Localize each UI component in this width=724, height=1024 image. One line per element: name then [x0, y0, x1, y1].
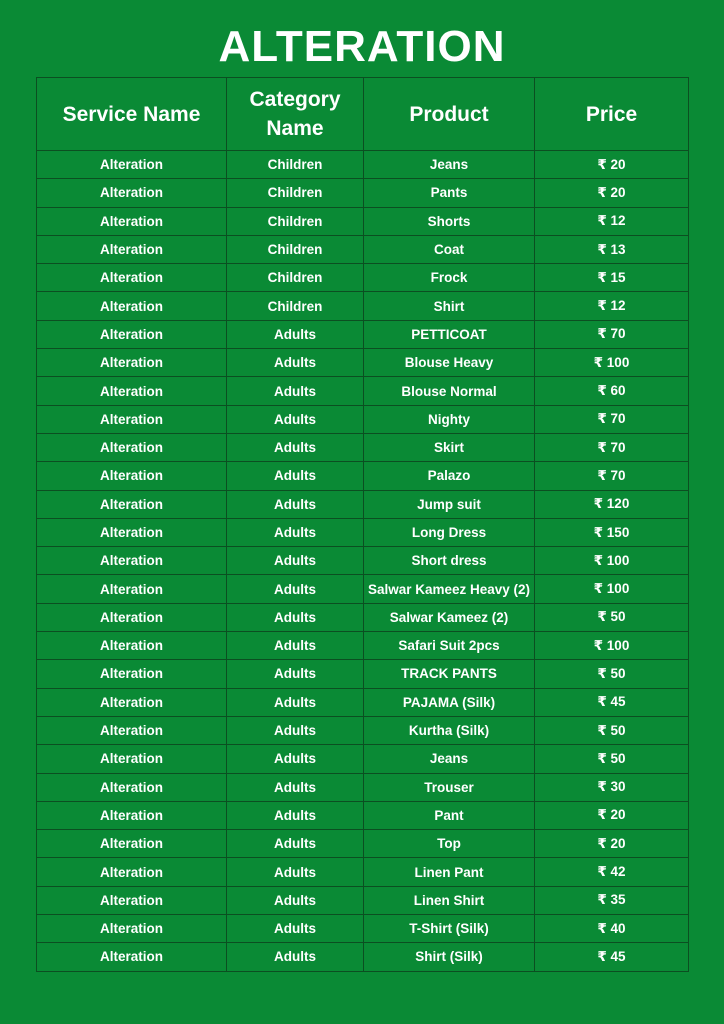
product-cell: Linen Shirt: [364, 886, 535, 914]
category-cell: Adults: [227, 518, 364, 546]
service-cell: Alteration: [37, 349, 227, 377]
price-cell: ₹ 70: [535, 462, 689, 490]
price-cell: ₹ 50: [535, 716, 689, 744]
product-cell: Coat: [364, 235, 535, 263]
table-row: [37, 660, 689, 688]
service-cell: Alteration: [37, 518, 227, 546]
product-cell: Linen Pant: [364, 858, 535, 886]
table-row: [37, 688, 689, 716]
service-cell: Alteration: [37, 575, 227, 603]
service-cell: Alteration: [37, 264, 227, 292]
product-cell: Skirt: [364, 433, 535, 461]
price-cell: ₹ 100: [535, 349, 689, 377]
price-cell: ₹ 70: [535, 405, 689, 433]
price-cell: ₹ 40: [535, 915, 689, 943]
product-cell: Kurtha (Silk): [364, 716, 535, 744]
service-cell: Alteration: [37, 433, 227, 461]
table-row: [37, 886, 689, 914]
service-cell: Alteration: [37, 292, 227, 320]
category-cell: Adults: [227, 660, 364, 688]
product-cell: Shirt (Silk): [364, 943, 535, 971]
header-service-name: Service Name: [37, 78, 227, 151]
price-cell: ₹ 120: [535, 490, 689, 518]
service-cell: Alteration: [37, 490, 227, 518]
category-cell: Adults: [227, 547, 364, 575]
price-cell: ₹ 20: [535, 801, 689, 829]
product-cell: Long Dress: [364, 518, 535, 546]
service-cell: Alteration: [37, 632, 227, 660]
category-cell: Children: [227, 235, 364, 263]
price-cell: ₹ 70: [535, 320, 689, 348]
product-cell: Short dress: [364, 547, 535, 575]
category-cell: Adults: [227, 575, 364, 603]
product-cell: Pants: [364, 179, 535, 207]
category-cell: Adults: [227, 858, 364, 886]
table-row: [37, 490, 689, 518]
service-cell: Alteration: [37, 179, 227, 207]
service-cell: Alteration: [37, 943, 227, 971]
category-cell: Adults: [227, 943, 364, 971]
table-row: [37, 603, 689, 631]
category-cell: Adults: [227, 915, 364, 943]
product-cell: Blouse Heavy: [364, 349, 535, 377]
price-cell: ₹ 20: [535, 151, 689, 179]
price-cell: ₹ 20: [535, 179, 689, 207]
price-table: [36, 77, 689, 972]
price-cell: ₹ 60: [535, 377, 689, 405]
service-cell: Alteration: [37, 915, 227, 943]
price-cell: ₹ 100: [535, 547, 689, 575]
table-row: [37, 292, 689, 320]
service-cell: Alteration: [37, 462, 227, 490]
category-cell: Adults: [227, 773, 364, 801]
service-cell: Alteration: [37, 377, 227, 405]
category-cell: Children: [227, 151, 364, 179]
service-cell: Alteration: [37, 207, 227, 235]
product-cell: TRACK PANTS: [364, 660, 535, 688]
category-cell: Adults: [227, 830, 364, 858]
category-cell: Children: [227, 207, 364, 235]
category-cell: Adults: [227, 490, 364, 518]
table-header-row: [37, 78, 689, 151]
category-cell: Children: [227, 179, 364, 207]
table-row: [37, 179, 689, 207]
table-row: [37, 320, 689, 348]
price-cell: ₹ 100: [535, 632, 689, 660]
service-cell: Alteration: [37, 151, 227, 179]
product-cell: Safari Suit 2pcs: [364, 632, 535, 660]
category-cell: Adults: [227, 433, 364, 461]
price-cell: ₹ 15: [535, 264, 689, 292]
service-cell: Alteration: [37, 886, 227, 914]
table-row: [37, 575, 689, 603]
table-row: [37, 377, 689, 405]
category-cell: Children: [227, 292, 364, 320]
table-row: [37, 151, 689, 179]
price-cell: ₹ 45: [535, 943, 689, 971]
table-row: [37, 264, 689, 292]
category-cell: Adults: [227, 405, 364, 433]
category-cell: Adults: [227, 886, 364, 914]
category-cell: Adults: [227, 716, 364, 744]
table-row: [37, 801, 689, 829]
header-product: Product: [364, 78, 535, 151]
product-cell: Trouser: [364, 773, 535, 801]
table-row: [37, 773, 689, 801]
price-cell: ₹ 70: [535, 433, 689, 461]
service-cell: Alteration: [37, 688, 227, 716]
table-row: [37, 915, 689, 943]
product-cell: Blouse Normal: [364, 377, 535, 405]
table-row: [37, 943, 689, 971]
service-cell: Alteration: [37, 716, 227, 744]
table-body: [37, 151, 689, 972]
product-cell: Top: [364, 830, 535, 858]
service-cell: Alteration: [37, 801, 227, 829]
price-cell: ₹ 50: [535, 603, 689, 631]
price-cell: ₹ 12: [535, 292, 689, 320]
table-row: [37, 745, 689, 773]
table-row: [37, 207, 689, 235]
price-cell: ₹ 100: [535, 575, 689, 603]
price-cell: ₹ 13: [535, 235, 689, 263]
price-cell: ₹ 12: [535, 207, 689, 235]
category-cell: Adults: [227, 688, 364, 716]
table-row: [37, 547, 689, 575]
product-cell: Nighty: [364, 405, 535, 433]
price-cell: ₹ 150: [535, 518, 689, 546]
product-cell: Jeans: [364, 745, 535, 773]
service-cell: Alteration: [37, 660, 227, 688]
product-cell: Jeans: [364, 151, 535, 179]
table-row: [37, 405, 689, 433]
product-cell: Shirt: [364, 292, 535, 320]
price-cell: ₹ 42: [535, 858, 689, 886]
category-cell: Adults: [227, 349, 364, 377]
category-cell: Adults: [227, 320, 364, 348]
product-cell: Salwar Kameez Heavy (2): [364, 575, 535, 603]
service-cell: Alteration: [37, 603, 227, 631]
category-cell: Adults: [227, 745, 364, 773]
table-row: [37, 716, 689, 744]
table-row: [37, 858, 689, 886]
product-cell: PAJAMA (Silk): [364, 688, 535, 716]
price-cell: ₹ 45: [535, 688, 689, 716]
product-cell: PETTICOAT: [364, 320, 535, 348]
page-title: ALTERATION: [218, 22, 506, 71]
product-cell: Pant: [364, 801, 535, 829]
service-cell: Alteration: [37, 830, 227, 858]
price-cell: ₹ 35: [535, 886, 689, 914]
table-row: [37, 632, 689, 660]
table-row: [37, 235, 689, 263]
service-cell: Alteration: [37, 320, 227, 348]
header-category-name: Category Name: [227, 78, 364, 151]
service-cell: Alteration: [37, 745, 227, 773]
table-row: [37, 518, 689, 546]
table-row: [37, 462, 689, 490]
price-cell: ₹ 50: [535, 660, 689, 688]
product-cell: Frock: [364, 264, 535, 292]
table-row: [37, 433, 689, 461]
service-cell: Alteration: [37, 405, 227, 433]
price-cell: ₹ 30: [535, 773, 689, 801]
product-cell: Salwar Kameez (2): [364, 603, 535, 631]
price-cell: ₹ 50: [535, 745, 689, 773]
header-price: Price: [535, 78, 689, 151]
service-cell: Alteration: [37, 858, 227, 886]
product-cell: Jump suit: [364, 490, 535, 518]
service-cell: Alteration: [37, 235, 227, 263]
product-cell: Shorts: [364, 207, 535, 235]
category-cell: Adults: [227, 801, 364, 829]
table-row: [37, 830, 689, 858]
product-cell: Palazo: [364, 462, 535, 490]
price-cell: ₹ 20: [535, 830, 689, 858]
service-cell: Alteration: [37, 773, 227, 801]
category-cell: Adults: [227, 632, 364, 660]
category-cell: Adults: [227, 603, 364, 631]
category-cell: Adults: [227, 377, 364, 405]
product-cell: T-Shirt (Silk): [364, 915, 535, 943]
service-cell: Alteration: [37, 547, 227, 575]
table-row: [37, 349, 689, 377]
category-cell: Adults: [227, 462, 364, 490]
category-cell: Children: [227, 264, 364, 292]
